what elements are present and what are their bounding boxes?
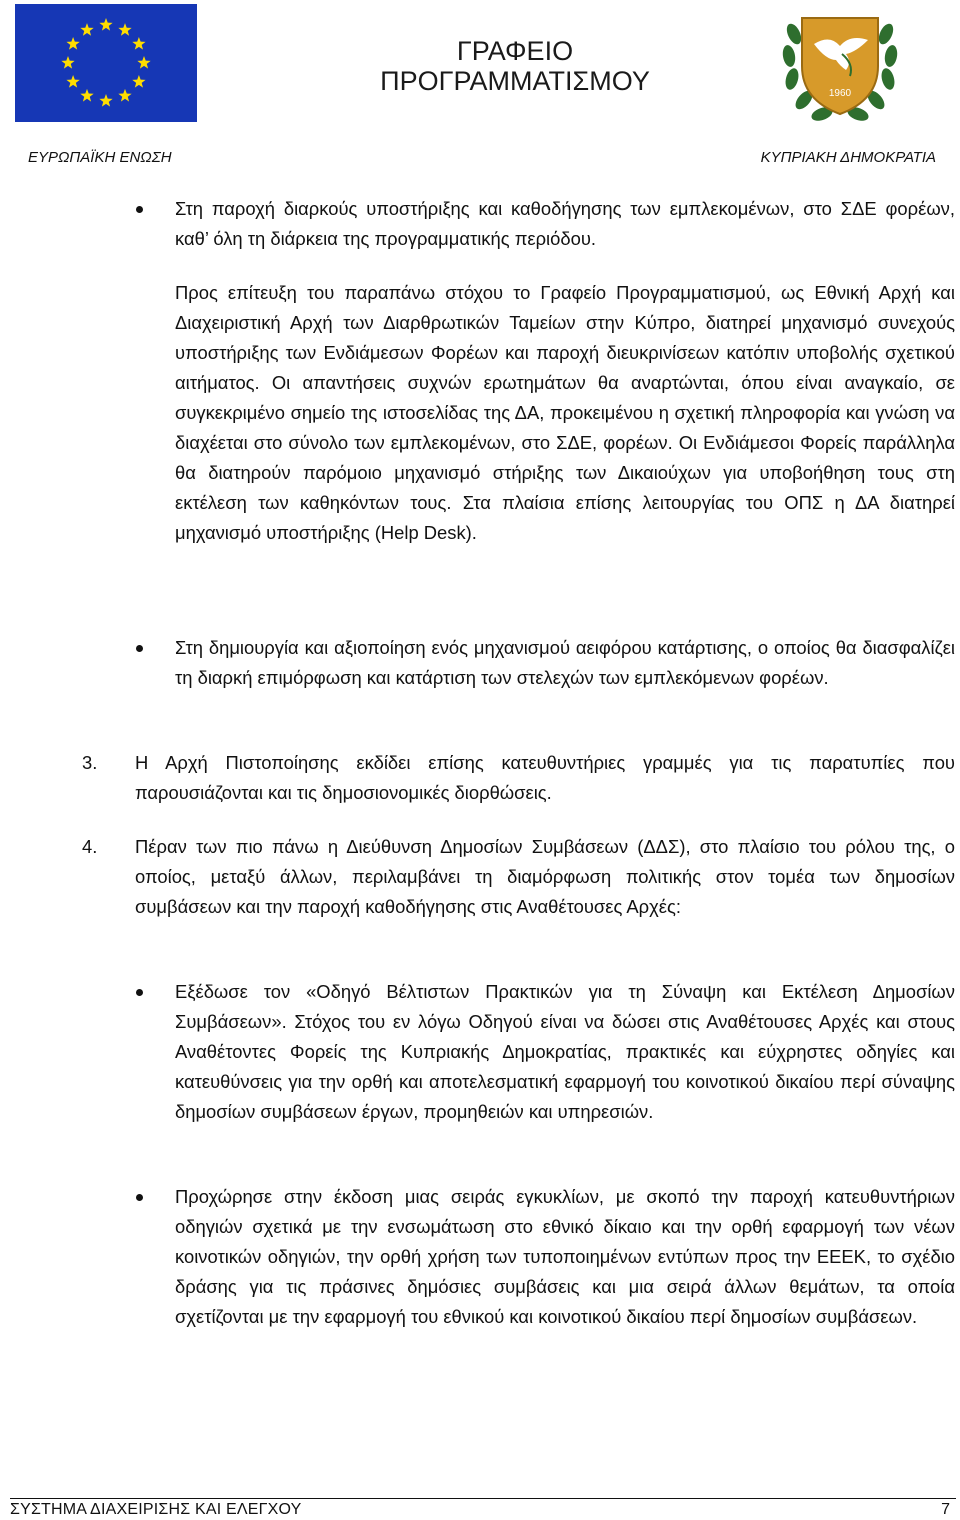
item-4-text: Πέραν των πιο πάνω η Διεύθυνση Δημοσίων Συμβάσεων (ΔΔΣ), στο πλαίσιο του ρόλου της, ο οποίος, μεταξύ άλλων, περιλαμβάνει τη διαμόρφωση πολιτικής στον τομέα των δημοσίων συμβάσεων και την παροχή καθοδήγησης στις Αναθέτουσες Αρχές: xyxy=(135,836,955,917)
bullet-1-icon xyxy=(136,206,143,213)
page-header xyxy=(0,0,960,170)
bullet-3-icon xyxy=(136,989,143,996)
bullet-1-text: Στη παροχή διαρκούς υποστήριξης και καθοδήγησης των εμπλεκομένων, στο ΣΔΕ φορέων, καθ’ όλη τη διάρκεια της προγραμματικής περιόδου. xyxy=(175,198,955,249)
footer-divider xyxy=(10,1498,956,1499)
bullet-2-text: Στη δημιουργία και αξιοποίηση ενός μηχανισμού αειφόρου κατάρτισης, ο οποίος θα διασφαλίζει τη διαρκή επιμόρφωση και κατάρτιση των στελεχών των εμπλεκόμενων φορέων. xyxy=(175,637,955,688)
office-title xyxy=(340,36,690,96)
item-3-text: Η Αρχή Πιστοποίησης εκδίδει επίσης κατευθυντήριες γραμμές για τις παρατυπίες που παρουσιάζονται και τις δημοσιονομικές διορθώσεις. xyxy=(135,752,955,803)
eu-subtitle: ΕΥΡΩΠΑΪΚΗ ΕΝΩΣΗ xyxy=(28,149,172,166)
bullet-2-icon xyxy=(136,645,143,652)
bullet-4-text: Προχώρησε στην έκδοση μιας σειράς εγκυκλίων, με σκοπό την παροχή κατευθυντήριων οδηγιών σχετικά με την ενσωμάτωση στο εθνικό δίκαιο και την ορθή εφαρμογή των νέων κοινοτικών οδηγιών, την ορθή χρήση των τυποποιημένων εντύπων προς την ΕΕΕΚ, το σχέδιο δράσης για τις πράσινες δημόσιες συμβάσεις και μια σειρά άλλων θεμάτων, τα οποία σχετίζονται με την εφαρμογή του εθνικού και κοινοτικού δικαίου περί δημοσίων συμβάσεων. xyxy=(175,1186,955,1327)
cyprus-coat-of-arms-icon xyxy=(780,4,900,126)
paragraph-support: Προς επίτευξη του παραπάνω στόχου το Γραφείο Προγραμματισμού, ως Εθνική Αρχή και Διαχειριστική Αρχή των Διαρθρωτικών Ταμείων στην Κύπρο, διατηρεί μηχανισμό συνεχούς υποστήριξης των Ενδιάμεσων Φορέων και παροχή διευκρινίσεων κατόπιν υποβολής σχετικού αιτήματος. Οι απαντήσεις συχνών ερωτημάτων θα αναρτώνται, όπου είναι αναγκαίο, σε συγκεκριμένο σημείο της ιστοσελίδας της ΔΑ, προκειμένου η σχετική πληροφορία και γνώση να διαχέεται στο σύνολο των εμπλεκομένων, στο ΣΔΕ, φορέων. Οι Ενδιάμεσοι Φορείς παράλληλα θα διατηρούν παρόμοιο μηχανισμό στήριξης των Δικαιούχων για υποβοήθηση τους στη εκτέλεση των καθηκόντων τους. Στα πλαίσια επίσης λειτουργίας του ΟΠΣ η ΔΑ διατηρεί μηχανισμό υποστήριξης (Help Desk). xyxy=(175,282,955,543)
footer-system-title: ΣΥΣΤΗΜΑ ΔΙΑΧΕΙΡΙΣΗΣ ΚΑΙ ΕΛΕΓΧΟΥ xyxy=(10,1501,302,1518)
footer-page-number: 7 xyxy=(941,1501,950,1518)
office-title-line2: ΠΡΟΓΡΑΜΜΑΤΙΣΜΟΥ xyxy=(380,66,650,96)
cyprus-subtitle: ΚΥΠΡΙΑΚΗ ΔΗΜΟΚΡΑΤΙΑ xyxy=(760,149,936,166)
emblem-year: 1960 xyxy=(828,88,852,99)
item-4-number: 4. xyxy=(82,836,98,857)
item-3-number: 3. xyxy=(82,752,98,773)
office-title-line1: ΓΡΑΦΕΙΟ xyxy=(456,36,574,66)
bullet-3-text: Εξέδωσε τον «Οδηγό Βέλτιστων Πρακτικών για τη Σύναψη και Εκτέλεση Δημοσίων Συμβάσεων». Στόχος του εν λόγω Οδηγού είναι να δώσει στις Αναθέτουσες Αρχές και στους Αναθέτοντες Φορείς της Κυπριακής Δημοκρατίας, πρακτικές και εύχρηστες οδηγίες και κατευθύνσεις για την ορθή και αποτελεσματική εφαρμογή του κοινοτικού δικαίου περί σύναψης δημοσίων συμβάσεων έργων, προμηθειών και υπηρεσιών. xyxy=(175,981,955,1122)
eu-flag-icon xyxy=(15,4,197,122)
bullet-4-icon xyxy=(136,1194,143,1201)
